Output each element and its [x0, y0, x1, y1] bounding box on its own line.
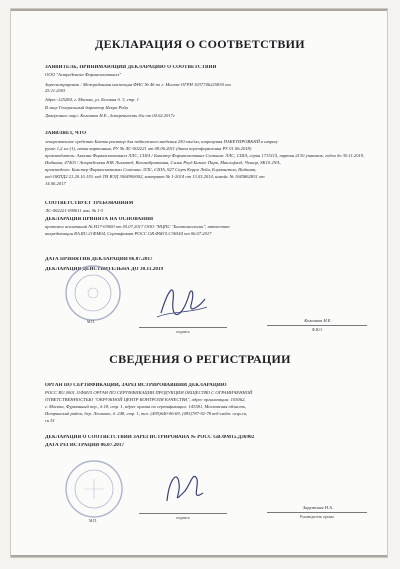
stamp-mark: М.П.: [86, 320, 96, 324]
company-stamp-icon: [63, 263, 123, 323]
valid-until: ДЕКЛАРАЦИЯ ДЕЙСТВИТЕЛЬНА ДО 30.11.2019: [45, 267, 164, 272]
registration-number: ДЕКЛАРАЦИЯ О СООТВЕТСТВИИ ЗАРЕГИСТРИРОВАНА № РОСС GB.ФМ15.Д36902: [45, 435, 255, 440]
claims-line: 14.06.2017: [45, 181, 66, 186]
claims-line: производитель: Амилин Фармасьютикалз ЛЛС, США / Бакстер Фармасьютикал Солюшнс ЛЛС, США, серия 1715115, партия 2130 упаковок, годен до 30.11.2019,: [45, 153, 365, 158]
signature-icon: [151, 277, 211, 327]
registration-date: ДАТА РЕГИСТРАЦИИ 06.07.2017: [45, 443, 125, 448]
claims-line: лекарственное средство Бакты раствор для подкожного введения 250 мкг/мл, шприцевая ПАКЕТИРОВКИЙ в шприц-: [45, 139, 279, 144]
basis-line: протокол испытаний № Н17-03000 от 05.07.2017 ООО "НЦПС "Биотехнологии", аттестат: [45, 224, 230, 229]
registration-org-line: ОТВЕТСТВЕННОСТЬЮ "ОКРУЖНОЙ ЦЕНТР КОНТРОЛЯ КАЧЕСТВА", адрес организации: 105062,: [45, 397, 246, 402]
registration-title: СВЕДЕНИЯ О РЕГИСТРАЦИИ: [109, 352, 291, 366]
claims-line: произведено: Бакстер Фармасьютикал Солюшнс ЛЛС, США, 927 Саут Керри Лейн, Блумингтон, Индиана,: [45, 167, 257, 172]
claims-line: Индиана, 47403 / АстраЗенека ЮК Лимитед, Великобритания, Сильк Роуд Бизнес Парк, Маклсфилд, Чешир, SK10 2NA,: [45, 160, 281, 165]
head-caption: Руководитель органа: [300, 515, 334, 519]
applicant-label: ЗАЯВИТЕЛЬ, ПРИНИМАЮЩИЙ ДЕКЛАРАЦИЮ О СООТВЕТСТВИИ: [45, 65, 217, 70]
registration-stamp-mark: М.П.: [88, 519, 98, 523]
applicant-line: 25.11.2003: [45, 88, 66, 93]
claims-line: код ОКПД2 21.20.10.119, код ТН ВЭД 3004900002, контракт № 1-2014 от 13.03.2014, инвойс № 1045862851 от: [45, 174, 265, 179]
registration-signature-caption: подпись: [176, 516, 190, 520]
signer-line: [267, 325, 367, 326]
requirements-label: СООТВЕТСТВУЕТ ТРЕБОВАНИЯМ: [45, 201, 134, 206]
head-name: Зарутская Н.А.: [302, 505, 334, 510]
registration-signature-line: [139, 513, 227, 514]
applicant-line: Адрес:125284, г. Москва, ул. Беговая д. 3, стр. 1: [45, 97, 139, 102]
signature-caption: подпись: [176, 330, 190, 334]
top-border: [11, 9, 388, 11]
applicant-line: Доверенное лицо: Колпаков Н.Е., доверенность б/н от 04.02.2017г: [45, 113, 175, 118]
claims-line: ручке 1,2 мл (1), пачка картонная, РУ № ЛС-002221 от 09.06.2011 (дата переоформления РУ 01.06.2018): [45, 146, 252, 151]
registration-org-label: ОРГАН ПО СЕРТИФИКАЦИИ, ЗАРЕГИСТРИРОВАВШИЙ ДЕКЛАРАЦИЮ: [45, 383, 227, 388]
accepted-date: ДАТА ПРИНЯТИЯ ДЕКЛАРАЦИИ 06.07.2017: [45, 257, 153, 262]
declaration-document: [10, 8, 388, 558]
registration-signature-icon: [151, 461, 211, 513]
basis-label: ДЕКЛАРАЦИЯ ПРИНЯТА НА ОСНОВАНИИ: [45, 217, 154, 222]
basis-line: аккредитации RA.RU.21ФМ04, Сертификат РОСС GB.ФМ15.С36544 от 06.07.2017: [45, 231, 212, 236]
certification-stamp-icon: [63, 458, 125, 520]
bottom-border: [11, 555, 388, 557]
registration-org-line: Истринский район, дер. Лешково, д. 248, стр. 1, тел. (495)640-06-69, (495)787-92-78 веб-сайт: ocqs.ru,: [45, 411, 248, 416]
head-line: [267, 512, 367, 513]
registration-org-line: РОСС RU.0001.11ФМ15 ОРГАН ПО СЕРТИФИКАЦИИ ПРОДУКЦИИ ОБЩЕСТВО С ОГРАНИЧЕННОЙ: [45, 390, 253, 395]
applicant-line: Зарегистрирован : Межрайонная инспекция ФНС № 46 по г. Москве ОГРН 1037746225830 от: [45, 82, 231, 87]
signature-line: [139, 327, 227, 328]
claims-label: ЗАЯВЛЯЕТ, ЧТО: [45, 131, 87, 136]
declaration-title: ДЕКЛАРАЦИЯ О СООТВЕТСТВИИ: [95, 37, 305, 51]
signer-name: Колпаков Н.Е.: [304, 318, 332, 323]
signer-caption: Ф.И.О: [311, 328, 323, 332]
applicant-line: В лице Генеральный директор Искра Рейн: [45, 105, 128, 110]
requirements-text: ЛС-002221-090611 изм. № 1-5: [45, 208, 104, 213]
registration-org-line: ru 51: [45, 418, 55, 423]
registration-org-line: г. Москва, Фурманный пер., д.18, стр. 1, адрес органа по сертификации: 143581, Московская область,: [45, 404, 246, 409]
applicant-line: ООО "АстраЗенека Фармасьютикалз": [45, 72, 122, 77]
